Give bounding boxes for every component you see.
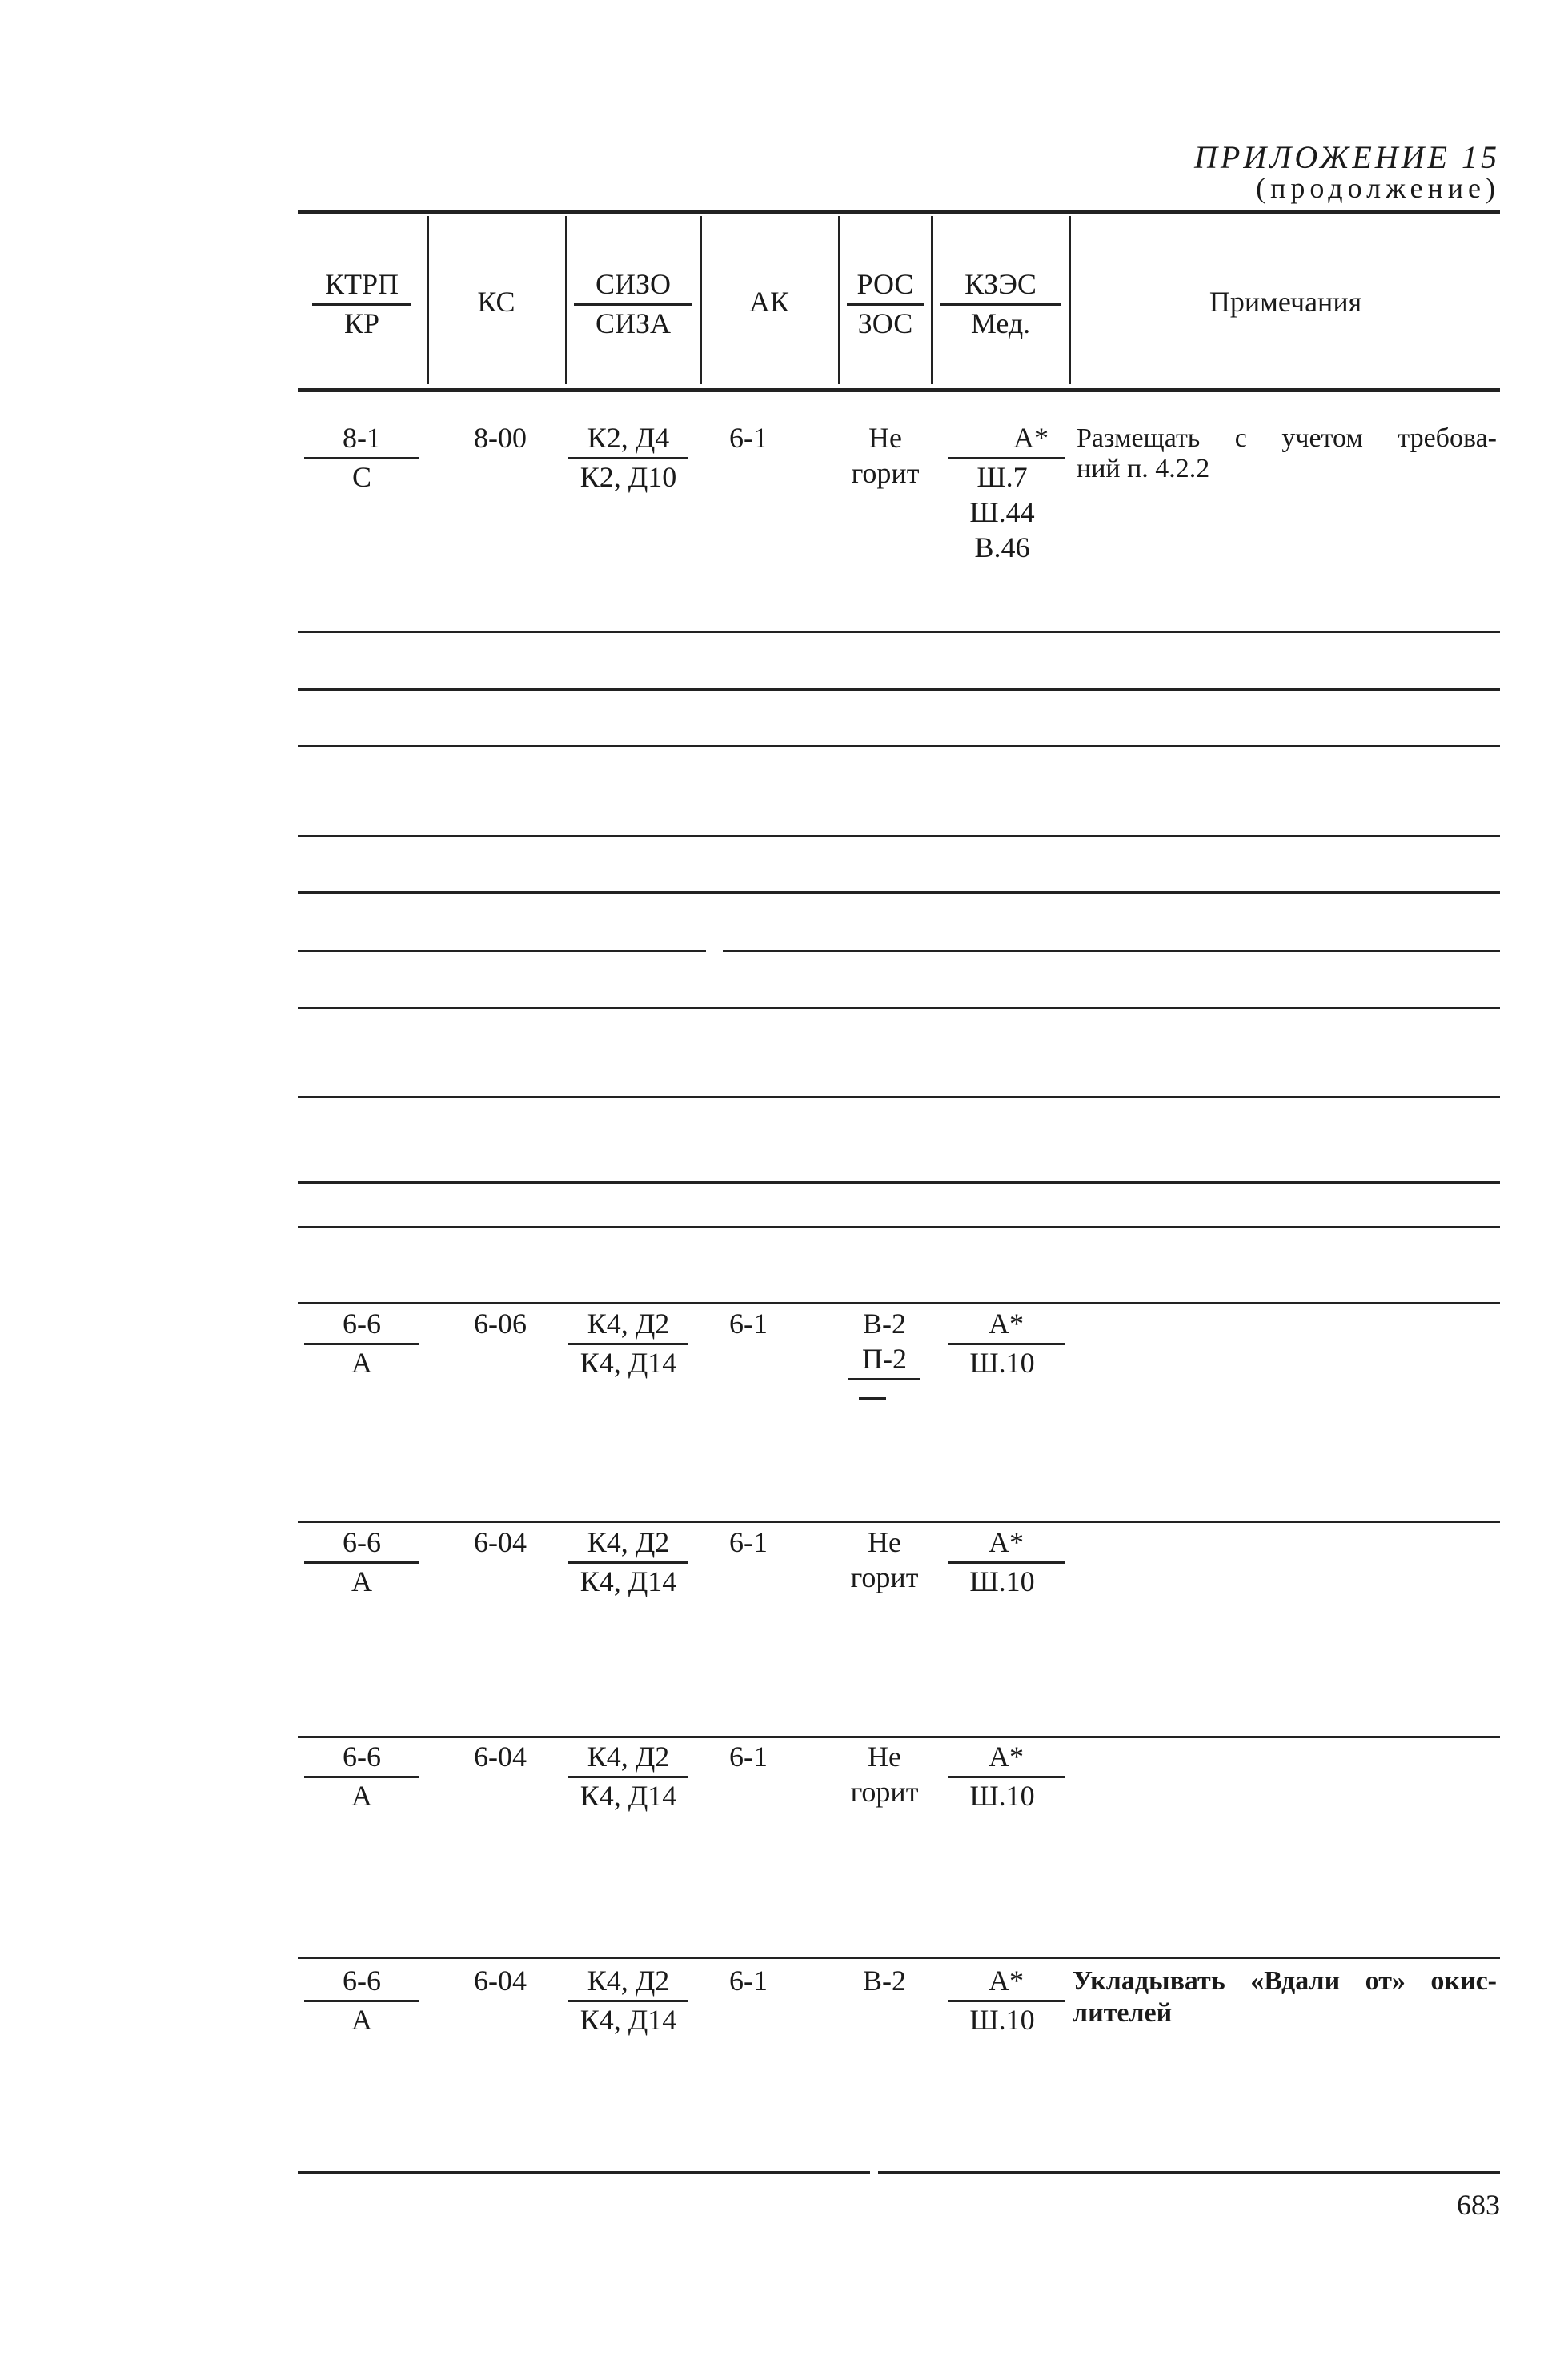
table-header-bottom-rule — [298, 388, 1500, 392]
row1-siza: К2, Д10 — [579, 461, 677, 493]
row2-ak: 6-1 — [729, 1308, 768, 1340]
header-ak: АК — [748, 286, 789, 318]
header-zos: ЗОС — [857, 307, 913, 339]
row5-ktrp: 6-6 — [304, 1963, 419, 2002]
header-ks: КС — [477, 286, 515, 318]
header-siza: СИЗА — [595, 307, 672, 339]
appendix-subtitle: (продолжение) — [1256, 172, 1500, 204]
row5-kzes-med — [936, 1963, 1068, 2037]
row3-kzes-med — [936, 1525, 1068, 1599]
row3-ktrp-kr — [298, 1525, 426, 1599]
ruled-line — [298, 688, 1500, 691]
header-ros-zos — [840, 266, 930, 341]
ruled-line — [298, 891, 1500, 894]
header-sizo: СИЗО — [574, 266, 692, 306]
row3-zos: горит — [850, 1561, 919, 1593]
row4-zos: горит — [850, 1776, 919, 1808]
row3-sizo: К4, Д2 — [568, 1525, 688, 1564]
page-number: 683 — [1457, 2189, 1500, 2221]
row5-ak: 6-1 — [729, 1965, 768, 1997]
row2-ks: 6-06 — [474, 1308, 527, 1340]
row4-sizo: К4, Д2 — [568, 1739, 688, 1778]
row2-sizo: К4, Д2 — [568, 1306, 688, 1345]
row1-ktrp: 8-1 — [304, 420, 419, 459]
row2-kr: А — [351, 1347, 372, 1379]
row4-kr: А — [351, 1780, 372, 1812]
row1-med-3: В.46 — [974, 531, 1030, 563]
row5-note-line1: Укладывать «Вдали от» окис- — [1073, 1966, 1497, 1996]
row2-ros: В-2 — [863, 1308, 906, 1340]
row4-ak: 6-1 — [729, 1741, 768, 1773]
table-bottom-rule — [878, 2171, 1500, 2174]
row1-sizo: К2, Д4 — [568, 420, 688, 459]
row5-note-line2: лителей — [1073, 1998, 1173, 2028]
row-rule — [298, 1521, 1500, 1523]
row1-med-1: Ш.7 — [976, 461, 1028, 493]
row3-siza: К4, Д14 — [579, 1565, 677, 1597]
row2-zos: П-2 — [848, 1341, 920, 1380]
header-med: Мед. — [970, 307, 1031, 339]
row3-kzes: А* — [948, 1525, 1065, 1564]
row1-kzes: А* — [948, 420, 1065, 459]
header-kzes: КЗЭС — [940, 266, 1061, 306]
row5-ktrp-kr — [298, 1963, 426, 2037]
row1-ktrp-kr — [298, 420, 426, 495]
row3-med-1: Ш.10 — [969, 1565, 1035, 1597]
row2-kzes: А* — [948, 1306, 1065, 1345]
row4-ros: Не — [868, 1741, 901, 1773]
ruled-line — [298, 835, 1500, 837]
row5-kr: А — [351, 2004, 372, 2036]
ruled-line — [723, 950, 1500, 952]
row1-note-line1: Размещать с учетом требова- — [1077, 423, 1497, 453]
row5-ros-zos — [824, 1963, 944, 1998]
row1-ros: Не — [868, 422, 902, 454]
row5-kzes: А* — [948, 1963, 1065, 2002]
row1-zos: горит — [851, 457, 920, 489]
row3-ros: Не — [868, 1526, 901, 1558]
row1-kzes-med — [936, 420, 1068, 565]
row2-ktrp-kr — [298, 1306, 426, 1380]
row4-siza: К4, Д14 — [579, 1780, 677, 1812]
ruled-line — [298, 631, 1500, 633]
row2-zos-dash — [859, 1397, 886, 1400]
row3-kr: А — [351, 1565, 372, 1597]
row1-sizo-siza — [560, 420, 696, 495]
ruled-line — [298, 950, 706, 952]
header-ros: РОС — [847, 266, 924, 306]
header-sizo-siza — [567, 266, 699, 341]
row-rule — [298, 1957, 1500, 1959]
row4-sizo-siza — [560, 1739, 696, 1813]
ruled-line — [298, 745, 1500, 747]
row2-med-1: Ш.10 — [969, 1347, 1035, 1379]
row5-sizo-siza — [560, 1963, 696, 2037]
row5-siza: К4, Д14 — [579, 2004, 677, 2036]
row2-ros-zos — [824, 1306, 944, 1380]
row2-sizo-siza — [560, 1306, 696, 1380]
row1-ak: 6-1 — [729, 422, 768, 454]
row4-ros-zos — [824, 1739, 944, 1809]
row3-ros-zos — [824, 1525, 944, 1595]
row2-ktrp: 6-6 — [304, 1306, 419, 1345]
row5-ros: В-2 — [863, 1965, 906, 1997]
header-ktrp: КТРП — [312, 266, 411, 306]
ruled-line — [298, 1007, 1500, 1009]
row3-ktrp: 6-6 — [304, 1525, 419, 1564]
header-ktrp-kr — [298, 266, 426, 341]
row2-siza: К4, Д14 — [579, 1347, 677, 1379]
row-rule — [298, 1736, 1500, 1738]
row1-note-line2: ний п. 4.2.2 — [1077, 454, 1210, 483]
table-bottom-rule — [298, 2171, 870, 2174]
row5-med-1: Ш.10 — [969, 2004, 1035, 2036]
row3-ak: 6-1 — [729, 1526, 768, 1558]
row4-kzes: А* — [948, 1739, 1065, 1778]
row1-ks: 8-00 — [474, 422, 527, 454]
row5-ks: 6-04 — [474, 1965, 527, 1997]
row2-kzes-med — [936, 1306, 1068, 1380]
ruled-line — [298, 1181, 1500, 1184]
appendix-title: ПРИЛОЖЕНИЕ 15 — [1194, 139, 1500, 175]
row1-med-2: Ш.44 — [969, 496, 1035, 528]
row3-ks: 6-04 — [474, 1526, 527, 1558]
ruled-line — [298, 1226, 1500, 1228]
table-top-rule — [298, 210, 1500, 214]
row1-kr: С — [351, 461, 371, 493]
row4-ktrp-kr — [298, 1739, 426, 1813]
header-kr: КР — [343, 307, 380, 339]
ruled-line — [298, 1302, 1500, 1304]
ruled-line — [298, 1096, 1500, 1098]
row4-kzes-med — [936, 1739, 1068, 1813]
header-kzes-med — [933, 266, 1068, 341]
row4-ks: 6-04 — [474, 1741, 527, 1773]
header-notes: Примечания — [1209, 286, 1362, 318]
row5-sizo: К4, Д2 — [568, 1963, 688, 2002]
row4-ktrp: 6-6 — [304, 1739, 419, 1778]
row1-ros-zos — [840, 420, 930, 491]
row3-sizo-siza — [560, 1525, 696, 1599]
row4-med-1: Ш.10 — [969, 1780, 1035, 1812]
